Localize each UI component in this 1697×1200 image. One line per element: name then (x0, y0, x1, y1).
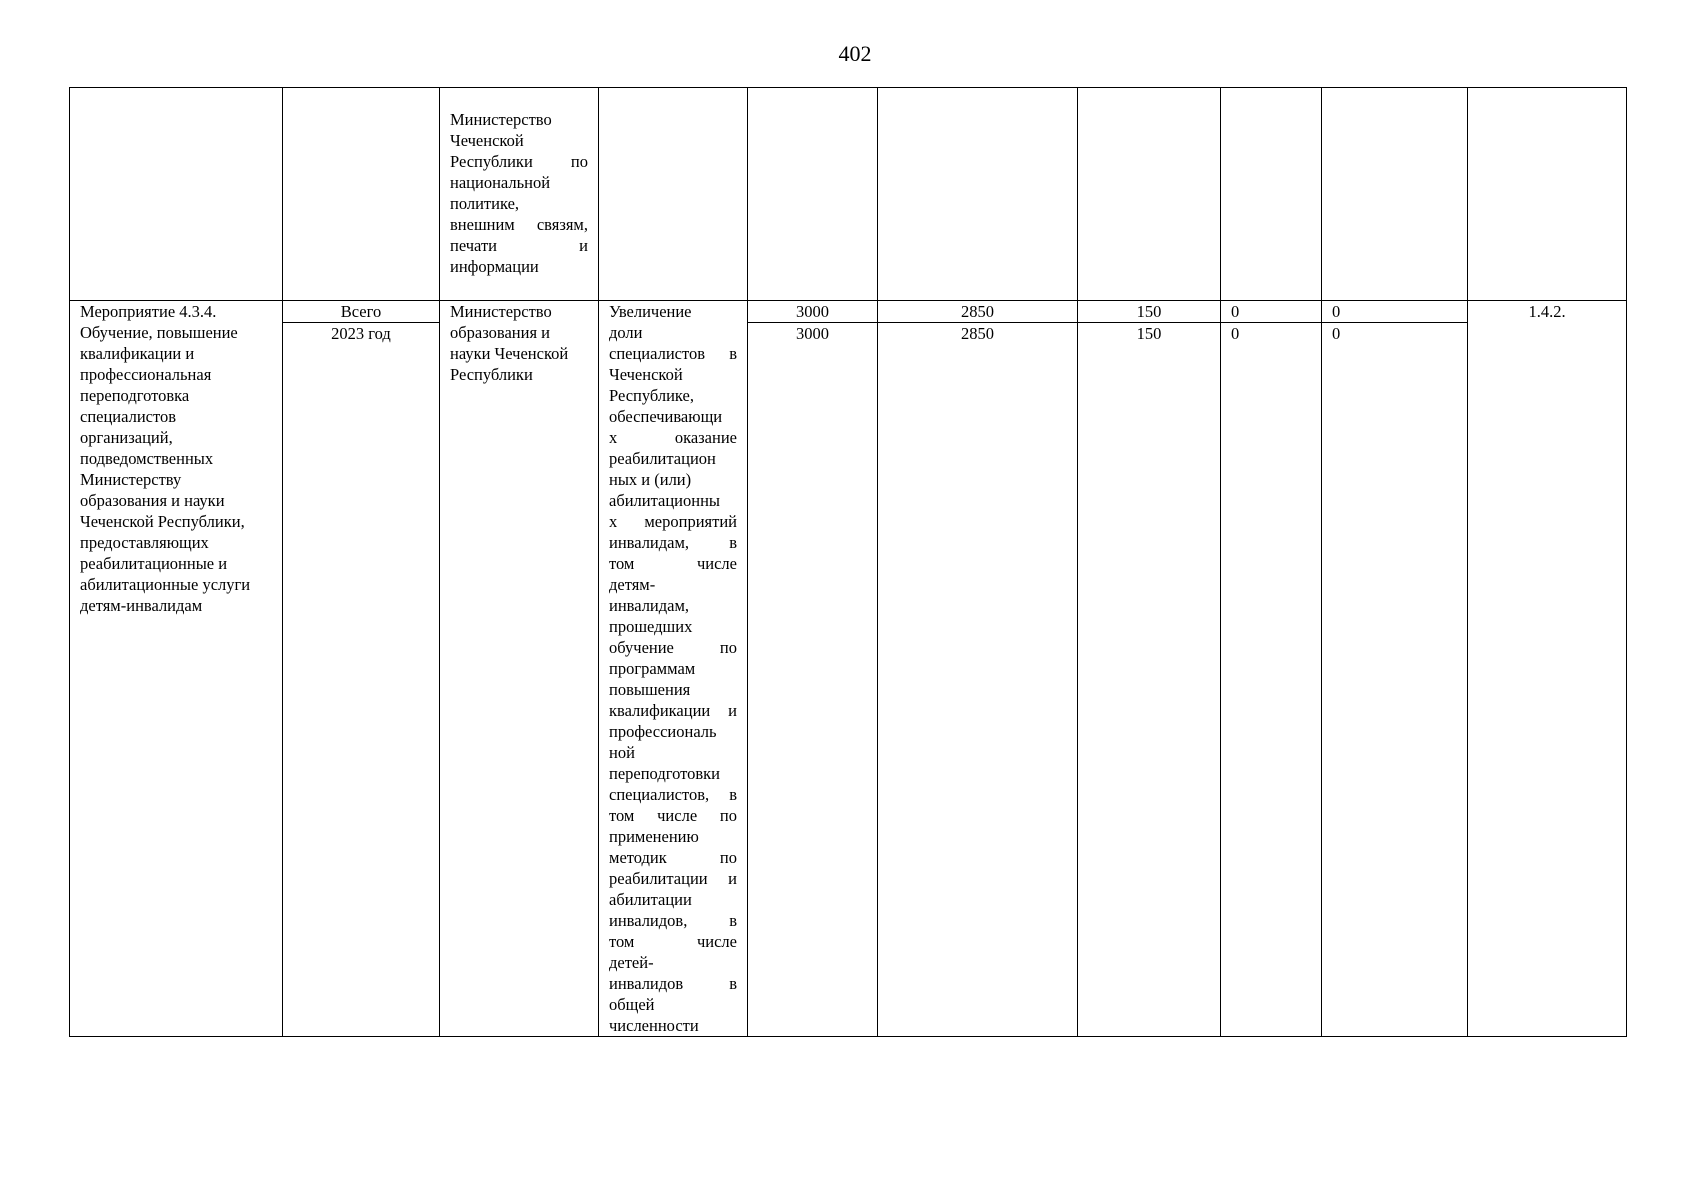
indicator-line: ных и (или) (609, 470, 692, 489)
indicator-line: профессиональ (609, 722, 717, 741)
indicator-line: том числе (609, 932, 737, 951)
measure-row-total (70, 301, 1627, 323)
regional-value: 150 (1078, 323, 1221, 1037)
total-value: 3000 (748, 301, 878, 323)
indicator-line: специалистов, в (609, 785, 737, 804)
regional-cell-empty (1078, 88, 1221, 301)
federal-value: 2850 (878, 323, 1078, 1037)
continuation-row (70, 88, 1627, 301)
indicator-line: методик по (609, 848, 737, 867)
indicator-line: том числе (609, 554, 737, 573)
indicator-line: реабилитации и (609, 869, 737, 888)
executor-line: политике, (450, 194, 520, 213)
local-value: 0 (1221, 301, 1322, 323)
indicator-line: общей (609, 995, 655, 1014)
program-table (69, 87, 1627, 1037)
federal-value: 2850 (878, 301, 1078, 323)
indicator-line: детей- (609, 953, 654, 972)
indicator-cell-empty (599, 88, 748, 301)
indicator-line: Увеличение (609, 302, 692, 321)
indicator-line: инвалидов, в (609, 911, 737, 930)
measure-cell-empty (70, 88, 283, 301)
indicator-line: абилитационны (609, 491, 721, 510)
other-value: 0 (1322, 323, 1468, 1037)
link-cell-empty (1468, 88, 1627, 301)
indicator-line: специалистов в (609, 344, 737, 363)
indicator-line: инвалидов в (609, 974, 737, 993)
link-indicator: 1.4.2. (1468, 301, 1627, 1037)
executor-line: печати и (450, 236, 588, 255)
measure-executor: Министерство образования и науки Чеченской Республики (440, 301, 599, 1037)
executor-line: национальной (450, 173, 551, 192)
indicator-line: программам (609, 659, 696, 678)
indicator-line: применению (609, 827, 699, 846)
measure-name: Мероприятие 4.3.4. Обучение, повышение квалификации и профессиональная переподготовка специалистов организаций, подведомственных Министерству образования и науки Чеченской Республики, предоставляющих реабилитационные и абилитационные услуги детям-инвалидам (70, 301, 283, 1037)
executor-line: Министерство (450, 110, 552, 129)
executor-line: Республики по (450, 152, 588, 171)
indicator-line: доли (609, 323, 643, 342)
total-value: 3000 (748, 323, 878, 1037)
indicator-line: инвалидам, в (609, 533, 737, 552)
period-year: 2023 год (283, 323, 440, 1037)
indicator-line: обучение по (609, 638, 737, 657)
indicator-line: инвалидам, (609, 596, 690, 615)
period-cell-empty (283, 88, 440, 301)
indicator-line: повышения (609, 680, 691, 699)
indicator-text (599, 301, 748, 1037)
indicator-line: Республике, (609, 386, 694, 405)
other-value: 0 (1322, 301, 1468, 323)
regional-value: 150 (1078, 301, 1221, 323)
indicator-line: х оказание (609, 428, 737, 447)
indicator-line: том числе по (609, 806, 737, 825)
measure-row-year (70, 323, 1627, 1037)
other-cell-empty (1322, 88, 1468, 301)
indicator-line: ной (609, 743, 635, 762)
indicator-line: обеспечивающи (609, 407, 723, 426)
page-number: 402 (838, 41, 872, 66)
indicator-line: прошедших (609, 617, 693, 636)
indicator-line: квалификации и (609, 701, 737, 720)
indicator-line: переподготовки (609, 764, 720, 783)
local-value: 0 (1221, 323, 1322, 1037)
indicator-line: х мероприятий (609, 512, 737, 531)
executor-line: Чеченской (450, 131, 524, 150)
period-total: Всего (283, 301, 440, 323)
indicator-line: численности (609, 1016, 699, 1035)
executor-line: информации (450, 257, 539, 276)
federal-cell-empty (878, 88, 1078, 301)
indicator-line: детям- (609, 575, 656, 594)
indicator-line: Чеченской (609, 365, 683, 384)
local-cell-empty (1221, 88, 1322, 301)
executor-cell (440, 88, 599, 301)
executor-line: внешним связям, (450, 215, 588, 234)
total-cell-empty (748, 88, 878, 301)
indicator-line: абилитации (609, 890, 692, 909)
indicator-line: реабилитацион (609, 449, 716, 468)
